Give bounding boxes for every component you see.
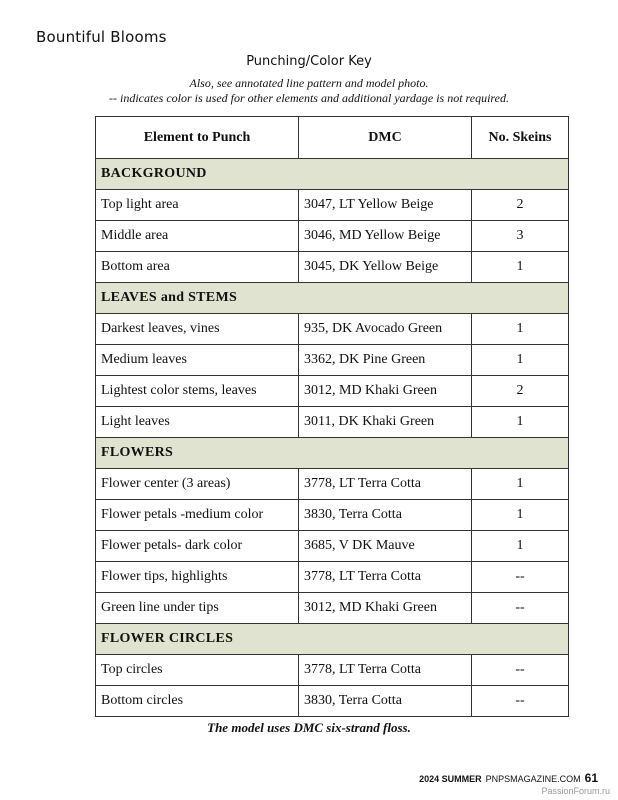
skeins-cell: -- <box>472 655 569 686</box>
floss-note: The model uses DMC six-strand floss. <box>207 720 411 735</box>
element-cell: Flower tips, highlights <box>96 562 299 593</box>
table-row <box>96 190 569 221</box>
table-row <box>96 252 569 283</box>
dmc-cell: 3778, LT Terra Cotta <box>299 562 472 593</box>
skeins-cell: 1 <box>472 469 569 500</box>
table-row <box>96 500 569 531</box>
skeins-cell: 1 <box>472 345 569 376</box>
table-row <box>96 314 569 345</box>
element-cell: Bottom area <box>96 252 299 283</box>
element-cell: Medium leaves <box>96 345 299 376</box>
skeins-cell: 1 <box>472 314 569 345</box>
column-header-skeins: No. Skeins <box>472 117 569 159</box>
dmc-cell: 3778, LT Terra Cotta <box>299 655 472 686</box>
section-heading: BACKGROUND <box>96 159 569 190</box>
table-row <box>96 345 569 376</box>
color-key-heading: Punching/Color Key <box>246 54 372 69</box>
dmc-cell: 3012, MD Khaki Green <box>299 593 472 624</box>
document-title: Bountiful Blooms <box>36 28 167 46</box>
section-heading: LEAVES and STEMS <box>96 283 569 314</box>
skeins-cell: 1 <box>472 531 569 562</box>
section-heading: FLOWER CIRCLES <box>96 624 569 655</box>
dmc-cell: 3045, DK Yellow Beige <box>299 252 472 283</box>
skeins-cell: 2 <box>472 376 569 407</box>
dmc-cell: 3362, DK Pine Green <box>299 345 472 376</box>
dmc-cell: 3011, DK Khaki Green <box>299 407 472 438</box>
column-header-dmc: DMC <box>299 117 472 159</box>
skeins-cell: -- <box>472 686 569 717</box>
element-cell: Flower petals- dark color <box>96 531 299 562</box>
dmc-cell: 3778, LT Terra Cotta <box>299 469 472 500</box>
skeins-cell: 1 <box>472 252 569 283</box>
table-row <box>96 531 569 562</box>
dmc-cell: 935, DK Avocado Green <box>299 314 472 345</box>
table-row <box>96 469 569 500</box>
skeins-cell: -- <box>472 593 569 624</box>
dmc-cell: 3685, V DK Mauve <box>299 531 472 562</box>
element-cell: Top circles <box>96 655 299 686</box>
dmc-cell: 3830, Terra Cotta <box>299 686 472 717</box>
skeins-cell: -- <box>472 562 569 593</box>
table-row <box>96 407 569 438</box>
dmc-cell: 3047, LT Yellow Beige <box>299 190 472 221</box>
publication-label: PNPSMAGAZINE.COM <box>485 774 581 784</box>
element-cell: Flower petals -medium color <box>96 500 299 531</box>
skeins-cell: 1 <box>472 500 569 531</box>
section-row <box>96 438 569 469</box>
section-heading: FLOWERS <box>96 438 569 469</box>
issue-label: 2024 SUMMER <box>419 774 482 784</box>
skeins-cell: 3 <box>472 221 569 252</box>
table-row <box>96 686 569 717</box>
color-key-table <box>95 116 569 717</box>
page-number: 61 <box>584 771 598 785</box>
section-row <box>96 624 569 655</box>
element-cell: Bottom circles <box>96 686 299 717</box>
skeins-cell: 1 <box>472 407 569 438</box>
watermark: PassionForum.ru <box>541 786 610 796</box>
dmc-cell: 3012, MD Khaki Green <box>299 376 472 407</box>
element-cell: Green line under tips <box>96 593 299 624</box>
table-row <box>96 562 569 593</box>
skeins-cell: 2 <box>472 190 569 221</box>
table-row <box>96 655 569 686</box>
element-cell: Darkest leaves, vines <box>96 314 299 345</box>
dmc-cell: 3046, MD Yellow Beige <box>299 221 472 252</box>
element-cell: Lightest color stems, leaves <box>96 376 299 407</box>
instruction-note: Also, see annotated line pattern and model photo. <box>189 76 429 90</box>
section-row <box>96 283 569 314</box>
table-header-row <box>96 117 569 159</box>
table-row <box>96 221 569 252</box>
element-cell: Middle area <box>96 221 299 252</box>
table-row <box>96 593 569 624</box>
element-cell: Flower center (3 areas) <box>96 469 299 500</box>
page-footer <box>419 771 598 785</box>
dmc-cell: 3830, Terra Cotta <box>299 500 472 531</box>
element-cell: Top light area <box>96 190 299 221</box>
column-header-element: Element to Punch <box>96 117 299 159</box>
table-row <box>96 376 569 407</box>
element-cell: Light leaves <box>96 407 299 438</box>
instruction-note: -- indicates color is used for other elements and additional yardage is not required. <box>109 91 509 105</box>
section-row <box>96 159 569 190</box>
